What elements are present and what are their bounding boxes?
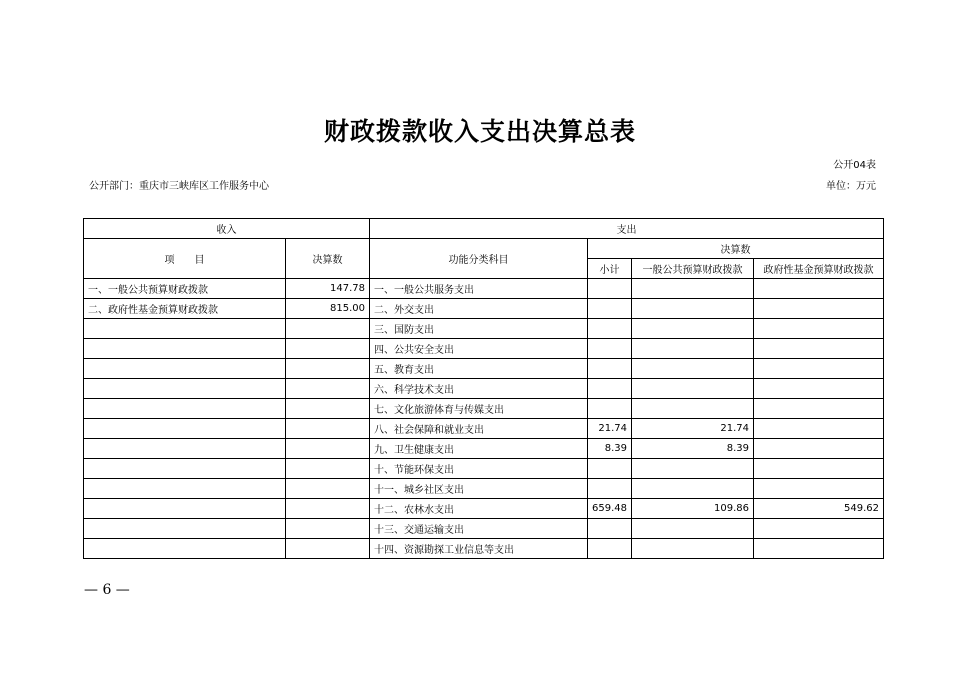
expense-item-cell: 十三、交通运输支出 [370, 519, 588, 539]
income-amount-cell [286, 339, 370, 359]
expense-item-cell: 九、卫生健康支出 [370, 439, 588, 459]
subtotal-cell [588, 399, 632, 419]
expense-header: 支出 [370, 219, 884, 239]
header-row-1 [84, 219, 884, 239]
expense-item-cell: 八、社会保障和就业支出 [370, 419, 588, 439]
table-row [84, 319, 884, 339]
income-item-cell [84, 539, 286, 559]
income-amount-cell [286, 319, 370, 339]
subtotal-cell [588, 359, 632, 379]
income-item-cell: 二、政府性基金预算财政拨款 [84, 299, 286, 319]
income-item-cell [84, 439, 286, 459]
general-budget-cell [632, 459, 754, 479]
income-amount-cell [286, 419, 370, 439]
expense-item-cell: 十四、资源勘探工业信息等支出 [370, 539, 588, 559]
income-amount-cell [286, 459, 370, 479]
income-amount-cell [286, 439, 370, 459]
header-row-2 [84, 239, 884, 259]
general-budget-cell [632, 519, 754, 539]
gov-fund-cell [754, 379, 884, 399]
subtotal-cell [588, 479, 632, 499]
page-number: — 6 — [84, 582, 130, 598]
income-amount-cell [286, 479, 370, 499]
income-item-cell [84, 459, 286, 479]
expense-item-cell: 四、公共安全支出 [370, 339, 588, 359]
table-row [84, 499, 884, 519]
income-item-cell [84, 339, 286, 359]
subtotal-cell [588, 279, 632, 299]
expense-item-cell: 五、教育支出 [370, 359, 588, 379]
income-item-cell [84, 479, 286, 499]
form-number: 公开04表 [833, 160, 876, 171]
expense-item-cell: 三、国防支出 [370, 319, 588, 339]
income-amount-cell [286, 399, 370, 419]
table-row [84, 519, 884, 539]
gov-fund-cell [754, 419, 884, 439]
gov-fund-cell [754, 459, 884, 479]
income-item-cell [84, 359, 286, 379]
general-budget-cell [632, 319, 754, 339]
general-budget-cell: 109.86 [632, 499, 754, 519]
general-budget-cell [632, 299, 754, 319]
income-item-cell [84, 399, 286, 419]
gov-fund-cell: 549.62 [754, 499, 884, 519]
gov-fund-cell [754, 439, 884, 459]
income-amount-cell [286, 379, 370, 399]
gov-fund-cell [754, 539, 884, 559]
general-budget-cell [632, 539, 754, 559]
unit-label: 单位：万元 [826, 181, 876, 192]
table-row [84, 379, 884, 399]
expense-item-cell: 六、科学技术支出 [370, 379, 588, 399]
expense-item-cell: 一、一般公共服务支出 [370, 279, 588, 299]
expense-item-cell: 十二、农林水支出 [370, 499, 588, 519]
income-item-cell [84, 419, 286, 439]
subtotal-cell: 8.39 [588, 439, 632, 459]
gov-fund-cell [754, 399, 884, 419]
income-header: 收入 [84, 219, 370, 239]
income-item-cell [84, 499, 286, 519]
expense-item-cell: 十一、城乡社区支出 [370, 479, 588, 499]
gov-fund-cell [754, 479, 884, 499]
income-item-cell [84, 519, 286, 539]
table-row [84, 279, 884, 299]
general-budget-cell: 21.74 [632, 419, 754, 439]
item-header: 项 目 [84, 239, 286, 279]
general-budget-cell [632, 279, 754, 299]
expense-item-cell: 七、文化旅游体育与传媒支出 [370, 399, 588, 419]
subtotal-cell [588, 459, 632, 479]
general-budget-cell [632, 479, 754, 499]
income-item-cell [84, 319, 286, 339]
page-title: 财政拨款收入支出决算总表 [323, 117, 636, 146]
subtotal-cell [588, 299, 632, 319]
table-row [84, 479, 884, 499]
table-row [84, 459, 884, 479]
gov-fund-cell [754, 339, 884, 359]
final-amount-header-2: 决算数 [588, 239, 884, 259]
income-amount-cell [286, 499, 370, 519]
income-amount-cell [286, 359, 370, 379]
table-row [84, 539, 884, 559]
gov-fund-header: 政府性基金预算财政拨款 [754, 259, 884, 279]
general-budget-cell [632, 379, 754, 399]
income-amount-cell [286, 539, 370, 559]
income-amount-cell [286, 519, 370, 539]
general-budget-cell [632, 399, 754, 419]
gov-fund-cell [754, 319, 884, 339]
subtotal-header: 小计 [588, 259, 632, 279]
table-row [84, 339, 884, 359]
income-item-cell: 一、一般公共预算财政拨款 [84, 279, 286, 299]
table-row [84, 299, 884, 319]
general-budget-cell [632, 339, 754, 359]
subtotal-cell: 659.48 [588, 499, 632, 519]
table-row [84, 439, 884, 459]
gov-fund-cell [754, 299, 884, 319]
gov-fund-cell [754, 279, 884, 299]
table-row [84, 419, 884, 439]
subtotal-cell [588, 379, 632, 399]
expense-item-cell: 二、外交支出 [370, 299, 588, 319]
budget-table [83, 218, 884, 559]
subtotal-cell: 21.74 [588, 419, 632, 439]
table-row [84, 359, 884, 379]
subtotal-cell [588, 539, 632, 559]
general-budget-cell [632, 359, 754, 379]
gov-fund-cell [754, 359, 884, 379]
department-label: 公开部门：重庆市三峡库区工作服务中心 [89, 181, 269, 192]
general-budget-cell: 8.39 [632, 439, 754, 459]
subtotal-cell [588, 319, 632, 339]
func-category-header: 功能分类科目 [370, 239, 588, 279]
income-amount-cell: 147.78 [286, 279, 370, 299]
expense-item-cell: 十、节能环保支出 [370, 459, 588, 479]
general-budget-header: 一般公共预算财政拨款 [632, 259, 754, 279]
gov-fund-cell [754, 519, 884, 539]
subtotal-cell [588, 339, 632, 359]
income-item-cell [84, 379, 286, 399]
subtotal-cell [588, 519, 632, 539]
final-amount-header: 决算数 [286, 239, 370, 279]
table-row [84, 399, 884, 419]
income-amount-cell: 815.00 [286, 299, 370, 319]
